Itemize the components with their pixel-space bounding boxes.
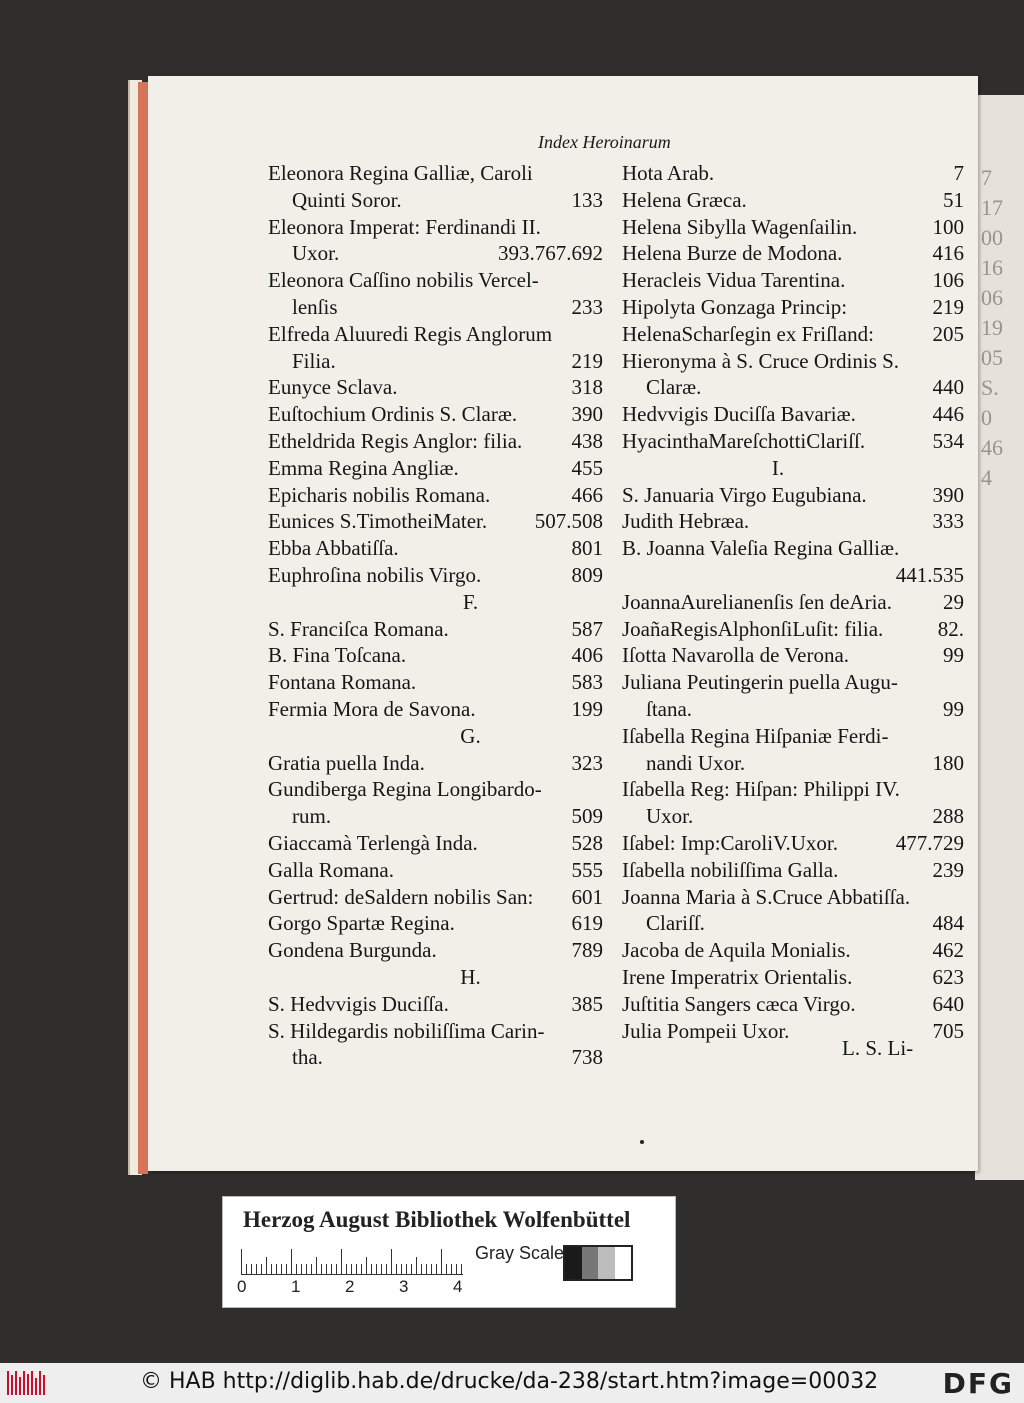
entry-name: S. Franciſca Romana. (268, 616, 449, 641)
gray-patch (598, 1247, 615, 1279)
entry-name: rum. (292, 804, 332, 829)
index-entry (268, 804, 603, 831)
entry-name: Iſotta Navarolla de Verona. (622, 643, 850, 668)
ruler-tick (396, 1264, 397, 1275)
entry-name: Elfreda Aluuredi Regis Anglorum (268, 321, 553, 346)
index-entry (622, 670, 964, 697)
index-entry (268, 617, 603, 644)
entry-name: Helena Sibylla Wagenſailin. (622, 214, 858, 239)
entry-name: Judith Hebræa. (622, 509, 750, 534)
entry-page: 801 (571, 536, 603, 561)
ruler-tick (246, 1264, 247, 1275)
entry-name: Hipolyta Gonzaga Princip: (622, 294, 848, 319)
entry-page: 323 (571, 750, 603, 775)
entry-page: 318 (571, 375, 603, 400)
entry-name: Eleonora Caſſino nobilis Vercel- (268, 268, 539, 293)
ruler-tick (441, 1249, 442, 1275)
index-entry (622, 938, 964, 965)
entry-page: 233 (571, 294, 603, 319)
ruler-tick (456, 1264, 457, 1275)
ruler-tick (331, 1264, 332, 1275)
index-entry (622, 697, 964, 724)
gray-patch (565, 1247, 582, 1279)
ruler-baseline (241, 1274, 463, 1275)
entry-page: 100 (932, 214, 964, 239)
entry-name: Clariſſ. (646, 911, 705, 936)
ruler-tick (361, 1264, 362, 1275)
facing-page-fragment: 0 (981, 405, 992, 430)
ruler-tick (276, 1264, 277, 1275)
entry-name: Eunyce Sclava. (268, 375, 398, 400)
entry-page: 555 (571, 857, 603, 882)
index-entry (268, 509, 603, 536)
index-entry (622, 804, 964, 831)
gray-patch (615, 1247, 632, 1279)
entry-page: 393.767.692 (498, 241, 603, 266)
entry-name: Eleonora Imperat: Ferdinandi II. (268, 214, 541, 239)
ruler-tick (316, 1257, 317, 1275)
index-entry (622, 322, 964, 349)
entry-name: Fontana Romana. (268, 670, 417, 695)
index-entry (622, 509, 964, 536)
entry-name: F. (462, 589, 479, 614)
entry-name: Uxor. (292, 241, 340, 266)
index-entry (622, 268, 964, 295)
index-entry (622, 563, 964, 590)
index-entry (268, 992, 603, 1019)
entry-page: 462 (932, 938, 964, 963)
facing-page-edge (975, 95, 1024, 1180)
index-entry (268, 536, 603, 563)
index-entry (622, 241, 964, 268)
entry-name: Gundiberga Regina Longibardo- (268, 777, 542, 802)
entry-name: ſtana. (646, 696, 693, 721)
index-entry (268, 483, 603, 510)
index-entry (622, 751, 964, 778)
ruler-tick (341, 1249, 342, 1275)
entry-page: 82. (937, 616, 964, 641)
entry-page: 51 (943, 187, 964, 212)
index-entry (622, 188, 964, 215)
entry-name: Hieronyma à S. Cruce Ordinis S. (622, 348, 900, 373)
entry-page: 416 (932, 241, 964, 266)
index-entry (622, 483, 964, 510)
ruler-tick (266, 1257, 267, 1275)
index-entry (268, 1019, 603, 1046)
entry-page: 587 (571, 616, 603, 641)
ruler-number: 0 (237, 1277, 247, 1296)
index-entry (268, 831, 603, 858)
entry-name: Joanna Maria à S.Cruce Abbatiſſa. (622, 884, 911, 909)
ruler-tick (436, 1264, 437, 1275)
entry-page: 509 (571, 804, 603, 829)
dfg-logo: DFG (942, 1367, 1014, 1400)
index-letter-heading (622, 456, 964, 483)
index-entry (622, 536, 964, 563)
entry-name: Irene Imperatrix Orientalis. (622, 964, 853, 989)
entry-page: 623 (932, 964, 964, 989)
ruler-tick (326, 1264, 327, 1275)
gray-scale-swatch (563, 1245, 633, 1281)
running-header: Index Heroinarum (538, 132, 671, 152)
entry-page: 180 (932, 750, 964, 775)
index-letter-heading (268, 724, 603, 751)
ruler-tick (351, 1264, 352, 1275)
entry-page: 99 (943, 696, 964, 721)
index-entry (268, 858, 603, 885)
ruler-number: 4 (453, 1277, 463, 1296)
entry-name: Gondena Burgunda. (268, 938, 437, 963)
entry-page: 385 (571, 991, 603, 1016)
entry-page: 219 (571, 348, 603, 373)
index-entry (622, 349, 964, 376)
index-entry (268, 241, 603, 268)
entry-page: 106 (932, 268, 964, 293)
entry-page: 99 (943, 643, 964, 668)
entry-page: 205 (932, 321, 964, 346)
entry-name: Iſabella nobiliſſima Galla. (622, 857, 839, 882)
index-entry (622, 831, 964, 858)
ruler-tick (256, 1264, 257, 1275)
ruler-tick (281, 1264, 282, 1275)
entry-name: Emma Regina Angliæ. (268, 455, 459, 480)
index-entry (268, 402, 603, 429)
entry-page: 809 (571, 562, 603, 587)
index-entry (268, 268, 603, 295)
entry-name: lenſis (292, 294, 338, 319)
entry-name: G. (460, 723, 481, 748)
entry-name: S. Januaria Virgo Eugubiana. (622, 482, 867, 507)
index-entry (268, 1045, 603, 1072)
ruler-tick (381, 1264, 382, 1275)
index-entry (268, 295, 603, 322)
entry-name: Hedvvigis Duciſſa Bavariæ. (622, 402, 856, 427)
index-entry (622, 911, 964, 938)
entry-page: 528 (571, 830, 603, 855)
ruler-tick (251, 1264, 252, 1275)
entry-page: 441.535 (895, 562, 964, 587)
entry-page: 390 (571, 402, 603, 427)
index-entry (622, 643, 964, 670)
index-entry (268, 322, 603, 349)
entry-name: Euſtochium Ordinis S. Claræ. (268, 402, 518, 427)
entry-name: Quinti Soror. (292, 187, 402, 212)
entry-name: JoannaAurelianenſis ſen deAria. (622, 589, 892, 614)
ruler-tick (411, 1264, 412, 1275)
entry-name: Gorgo Spartæ Regina. (268, 911, 455, 936)
ruler-tick (366, 1257, 367, 1275)
ruler-tick (461, 1264, 462, 1275)
index-entry (268, 349, 603, 376)
entry-page: 406 (571, 643, 603, 668)
entry-name: Uxor. (646, 804, 694, 829)
index-entry (622, 617, 964, 644)
ruler-tick (386, 1264, 387, 1275)
entry-page: 133 (571, 187, 603, 212)
index-entry (268, 429, 603, 456)
book-page (148, 76, 978, 1171)
entry-page: 534 (932, 428, 964, 453)
catchword: L. S. Li- (842, 1036, 914, 1060)
facing-page-fragment: 46 (981, 435, 1003, 460)
ruler-number: 1 (291, 1277, 301, 1296)
facing-page-fragment: 4 (981, 465, 992, 490)
ink-dot (640, 1140, 644, 1144)
ruler-tick (416, 1257, 417, 1275)
index-entry (622, 885, 964, 912)
entry-page: 789 (571, 938, 603, 963)
ruler-tick (296, 1264, 297, 1275)
entry-page: 438 (571, 428, 603, 453)
entry-page: 288 (932, 804, 964, 829)
entry-page: 601 (571, 884, 603, 909)
index-letter-heading (268, 590, 603, 617)
index-entry (622, 777, 964, 804)
entry-page: 333 (932, 509, 964, 534)
entry-name: Iſabel: Imp:CaroliV.Uxor. (622, 830, 838, 855)
entry-name: S. Hedvvigis Duciſſa. (268, 991, 449, 1016)
index-entry (622, 375, 964, 402)
index-entry (268, 215, 603, 242)
entry-name: B. Joanna Valeſia Regina Galliæ. (622, 536, 900, 561)
entry-name: Eunices S.TimotheiMater. (268, 509, 488, 534)
index-entry (268, 456, 603, 483)
facing-page-fragment: 17 (981, 195, 1003, 220)
entry-name: Filia. (292, 348, 336, 373)
index-letter-heading (268, 965, 603, 992)
entry-page: 199 (571, 696, 603, 721)
entry-page: 446 (932, 402, 964, 427)
entry-page: 477.729 (895, 830, 964, 855)
entry-page: 583 (571, 670, 603, 695)
entry-name: Euphroſina nobilis Virgo. (268, 562, 482, 587)
entry-name: Hota Arab. (622, 161, 715, 185)
entry-name: Eleonora Regina Galliæ, Caroli (268, 161, 533, 185)
ruler-tick (401, 1264, 402, 1275)
entry-name: HyacinthaMareſchottiClariſſ. (622, 428, 866, 453)
entry-name: JoañaRegisAlphonſiLuſit: filia. (622, 616, 884, 641)
entry-page: 738 (571, 1045, 603, 1070)
index-entry (268, 563, 603, 590)
entry-name: tha. (292, 1045, 323, 1070)
ruler-tick (346, 1264, 347, 1275)
entry-page: 7 (953, 161, 964, 185)
entry-name: Giaccamà Terlengà Inda. (268, 830, 478, 855)
ruler-tick (336, 1264, 337, 1275)
index-column-right (622, 161, 964, 1045)
entry-name: HelenaScharſegin ex Friſland: (622, 321, 874, 346)
index-entry (268, 751, 603, 778)
ruler-tick (421, 1264, 422, 1275)
entry-name: Iſabella Reg: Hiſpan: Philippi IV. (622, 777, 900, 802)
index-entry (622, 724, 964, 751)
entry-name: Heracleis Vidua Tarentina. (622, 268, 846, 293)
entry-name: Iſabella Regina Hiſpaniæ Ferdi- (622, 723, 889, 748)
ruler-tick (286, 1264, 287, 1275)
entry-page: 455 (571, 455, 603, 480)
page-red-edge (138, 82, 148, 1174)
entry-name: Gratia puella Inda. (268, 750, 425, 775)
entry-name: Fermia Mora de Savona. (268, 696, 476, 721)
ruler-tick (321, 1264, 322, 1275)
index-entry (268, 161, 603, 188)
entry-name: B. Fina Toſcana. (268, 643, 407, 668)
entry-name: Epicharis nobilis Romana. (268, 482, 491, 507)
entry-page: 466 (571, 482, 603, 507)
color-scale-card (222, 1196, 676, 1308)
entry-name: nandi Uxor. (646, 750, 746, 775)
facing-page-fragment: 16 (981, 255, 1003, 280)
ruler-tick (391, 1249, 392, 1275)
index-entry (268, 188, 603, 215)
gray-scale-label: Gray Scale (475, 1243, 565, 1263)
ruler-tick (261, 1264, 262, 1275)
index-entry (622, 295, 964, 322)
gray-patch (582, 1247, 599, 1279)
library-title: Herzog August Bibliothek Wolfenbüttel (243, 1207, 631, 1232)
ruler-tick (371, 1264, 372, 1275)
ruler-tick (431, 1264, 432, 1275)
ruler-number: 3 (399, 1277, 409, 1296)
entry-name: Helena Burze de Modona. (622, 241, 843, 266)
ruler-tick (406, 1264, 407, 1275)
index-entry (268, 670, 603, 697)
ruler-tick (241, 1249, 242, 1275)
facing-page-fragment: 7 (981, 165, 992, 190)
hab-barcode-logo-icon (6, 1369, 46, 1397)
entry-name: Juſtitia Sangers cæca Virgo. (622, 991, 856, 1016)
entry-page: 507.508 (534, 509, 603, 534)
index-entry (268, 375, 603, 402)
permalink-text[interactable]: © HAB http://diglib.hab.de/drucke/da-238/start.htm?image=00032 (140, 1369, 879, 1394)
entry-page: 239 (932, 857, 964, 882)
ruler-tick (451, 1264, 452, 1275)
index-entry (268, 911, 603, 938)
index-entry (622, 992, 964, 1019)
entry-page: 484 (932, 911, 964, 936)
ruler-tick (301, 1264, 302, 1275)
ruler-number: 2 (345, 1277, 355, 1296)
facing-page-fragment: 05 (981, 345, 1003, 370)
entry-page: 640 (932, 991, 964, 1016)
index-entry (622, 161, 964, 188)
index-entry (622, 215, 964, 242)
facing-page-fragment: 06 (981, 285, 1003, 310)
facing-page-fragment: 00 (981, 225, 1003, 250)
index-entry (622, 965, 964, 992)
ruler-tick (291, 1249, 292, 1275)
entry-name: S. Hildegardis nobiliſſima Carin- (268, 1018, 545, 1043)
entry-name: Helena Græca. (622, 187, 747, 212)
index-entry (622, 858, 964, 885)
entry-page: 705 (932, 1018, 964, 1043)
entry-page: 440 (932, 375, 964, 400)
entry-name: I. (771, 455, 785, 480)
index-entry (268, 777, 603, 804)
index-entry (268, 885, 603, 912)
entry-name: Etheldrida Regis Anglor: filia. (268, 428, 523, 453)
entry-name: Jacoba de Aquila Monialis. (622, 938, 851, 963)
ruler-tick (376, 1264, 377, 1275)
index-entry (268, 643, 603, 670)
index-entry (622, 402, 964, 429)
entry-name: Ebba Abbatiſſa. (268, 536, 399, 561)
ruler-tick (271, 1264, 272, 1275)
entry-page: 619 (571, 911, 603, 936)
entry-name: Julia Pompeii Uxor. (622, 1018, 790, 1043)
index-entry (268, 697, 603, 724)
ruler (241, 1245, 463, 1275)
index-entry (268, 938, 603, 965)
index-column-left (268, 161, 603, 1072)
entry-name: Juliana Peutingerin puella Augu- (622, 670, 898, 695)
ruler-tick (306, 1264, 307, 1275)
facing-page-fragment: 19 (981, 315, 1003, 340)
entry-page: 29 (943, 589, 964, 614)
entry-name: Gertrud: deSaldern nobilis San: (268, 884, 534, 909)
index-entry (622, 590, 964, 617)
entry-page: 219 (932, 294, 964, 319)
ruler-tick (356, 1264, 357, 1275)
footer-bar (0, 1363, 1024, 1403)
entry-name: Galla Romana. (268, 857, 394, 882)
entry-name: Claræ. (646, 375, 702, 400)
ruler-tick (446, 1264, 447, 1275)
facing-page-fragment: S. (981, 375, 999, 400)
ruler-tick (426, 1264, 427, 1275)
entry-page: 390 (932, 482, 964, 507)
index-entry (622, 429, 964, 456)
entry-name: H. (460, 964, 481, 989)
ruler-tick (311, 1264, 312, 1275)
